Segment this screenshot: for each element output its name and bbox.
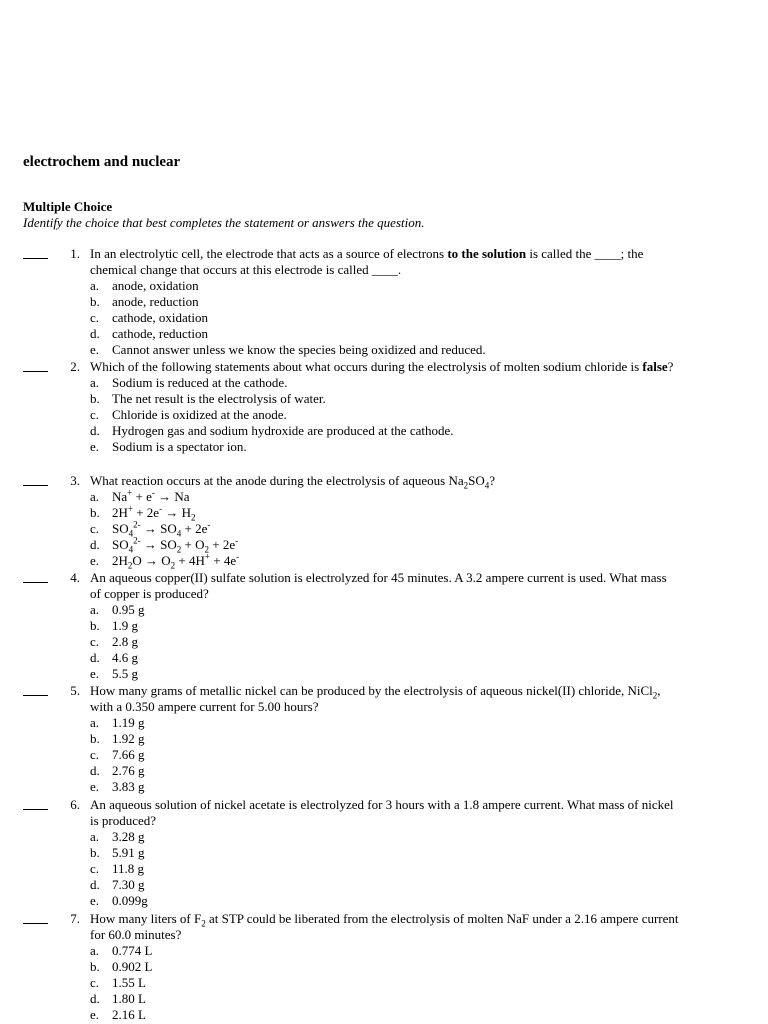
choice-label: e. <box>90 893 100 908</box>
choice-label: d. <box>90 537 100 552</box>
subscript: 4 <box>128 544 134 555</box>
question-number: 2. <box>70 359 80 374</box>
text-run: 2H <box>112 553 128 568</box>
question-stem <box>90 246 680 278</box>
choice-label: a. <box>90 489 100 504</box>
text-run: 2.16 L <box>112 1007 146 1022</box>
question-item <box>0 683 768 795</box>
answer-choice <box>90 634 768 650</box>
text-run: + 2e <box>132 505 160 520</box>
question-item <box>0 911 768 1023</box>
choice-text <box>112 602 145 617</box>
text-run: Cannot answer unless we know the species being oxidized and reduced. <box>112 342 486 357</box>
question-number: 6. <box>70 797 80 812</box>
subscript: 4 <box>176 528 182 539</box>
question-stem <box>90 473 680 489</box>
subscript: 2 <box>201 918 206 929</box>
answer-choice <box>90 1007 768 1023</box>
choice-label: b. <box>90 959 100 974</box>
text-run: 7.66 g <box>112 747 145 762</box>
text-run: → Na <box>154 489 190 504</box>
text-run: Sodium is a spectator ion. <box>112 439 247 454</box>
choice-text <box>112 310 208 325</box>
text-run: + 2e <box>208 537 236 552</box>
subscript: 2 <box>463 480 469 491</box>
choice-text <box>112 715 145 730</box>
text-run: 4.6 g <box>112 650 138 665</box>
superscript: - <box>151 487 155 498</box>
answer-choice <box>90 618 768 634</box>
choice-label: c. <box>90 310 100 325</box>
answer-choice <box>90 861 768 877</box>
text-run: O → O <box>132 553 171 568</box>
choice-label: b. <box>90 505 100 520</box>
text-run: + 2e <box>181 521 208 536</box>
answer-choice <box>90 893 768 909</box>
question-item <box>0 246 768 358</box>
choice-label: a. <box>90 278 100 293</box>
text-run: 0.774 L <box>112 943 153 958</box>
choice-text <box>112 519 211 539</box>
text-run: SO <box>112 537 129 552</box>
choice-label: e. <box>90 666 100 681</box>
text-run: 7.30 g <box>112 877 145 892</box>
answer-choice <box>90 439 768 455</box>
choice-label: e. <box>90 1007 100 1022</box>
text-run: → H <box>162 505 191 520</box>
text-run: 2.8 g <box>112 634 138 649</box>
question-stem <box>90 911 680 943</box>
question-number: 5. <box>70 683 80 698</box>
text-run: 5.5 g <box>112 666 138 681</box>
text-run: → SO <box>140 521 177 536</box>
text-run: at STP could be liberated from the electrolysis of molten NaF under a 2.16 ampere current for 60.0 minutes? <box>90 911 679 942</box>
text-run: 5.91 g <box>112 845 145 860</box>
choice-label: b. <box>90 731 100 746</box>
choice-text <box>112 489 190 504</box>
text-run: An aqueous solution of nickel acetate is electrolyzed for 3 hours with a 1.8 ampere current. What mass of nickel is produced? <box>90 797 674 828</box>
answer-choice <box>90 747 768 763</box>
choice-text <box>112 861 144 876</box>
answer-choice <box>90 423 768 439</box>
choice-label: b. <box>90 391 100 406</box>
answer-choice <box>90 537 768 553</box>
choice-text <box>112 294 199 309</box>
text-run: , with a 0.350 ampere current for 5.00 hours? <box>90 683 661 714</box>
choice-text <box>112 845 145 860</box>
answer-choice <box>90 602 768 618</box>
choice-text <box>112 407 287 422</box>
choice-label: e. <box>90 553 100 568</box>
question-stem <box>90 570 680 602</box>
choice-label: c. <box>90 861 100 876</box>
choice-text <box>112 747 145 762</box>
answer-choice <box>90 731 768 747</box>
answer-blank[interactable] <box>23 695 48 696</box>
answer-choice <box>90 991 768 1007</box>
choice-text <box>112 829 145 844</box>
choice-label: d. <box>90 877 100 892</box>
superscript: - <box>207 519 211 530</box>
superscript: + <box>127 503 133 514</box>
answer-choice <box>90 310 768 326</box>
choice-label: a. <box>90 715 100 730</box>
choice-label: c. <box>90 975 100 990</box>
choice-label: e. <box>90 342 100 357</box>
answer-choice <box>90 763 768 779</box>
answer-choice <box>90 294 768 310</box>
choice-text <box>112 326 208 341</box>
question-number: 3. <box>70 473 80 488</box>
text-run: 0.95 g <box>112 602 145 617</box>
superscript: - <box>235 535 239 546</box>
superscript: - <box>236 551 240 562</box>
choice-label: a. <box>90 943 100 958</box>
text-run: 1.19 g <box>112 715 145 730</box>
choice-label: d. <box>90 650 100 665</box>
choice-label: c. <box>90 521 100 536</box>
text-run: cathode, oxidation <box>112 310 209 325</box>
text-run: In an electrolytic cell, the electrode that acts as a source of electrons <box>90 246 448 261</box>
answer-choice <box>90 666 768 682</box>
text-run: 0.099g <box>112 893 148 908</box>
answer-choice <box>90 375 768 391</box>
answer-choice <box>90 505 768 521</box>
choice-text <box>112 943 152 958</box>
superscript: + <box>204 551 210 562</box>
text-run: Na <box>112 489 128 504</box>
text-run: 3.28 g <box>112 829 145 844</box>
text-run: What reaction occurs at the anode during the electrolysis of aqueous Na <box>90 473 464 488</box>
text-run: An aqueous copper(II) sulfate solution is electrolyzed for 45 minutes. A 3.2 ampere current is used. What mass of copper is produced? <box>90 570 667 601</box>
superscript: - <box>159 503 163 514</box>
choice-text <box>112 634 138 649</box>
choice-text <box>112 877 145 892</box>
text-run: How many grams of metallic nickel can be produced by the electrolysis of aqueous nickel(II) chloride, NiCl <box>90 683 653 698</box>
answer-choice <box>90 829 768 845</box>
text-run: 1.55 L <box>112 975 146 990</box>
text-run: The net result is the electrolysis of water. <box>112 391 326 406</box>
choice-text <box>112 1007 146 1022</box>
subscript: 2 <box>176 544 182 555</box>
answer-choice <box>90 943 768 959</box>
answer-blank[interactable] <box>23 371 48 372</box>
question-item <box>0 359 768 455</box>
text-run: ? <box>489 473 496 488</box>
answer-choice <box>90 715 768 731</box>
choice-text <box>112 535 239 555</box>
choice-label: e. <box>90 439 100 454</box>
choice-label: b. <box>90 845 100 860</box>
text-run: How many liters of F <box>90 911 202 926</box>
choice-label: d. <box>90 326 100 341</box>
text-run: + O <box>181 537 205 552</box>
answer-choice <box>90 553 768 569</box>
question-number: 7. <box>70 911 80 926</box>
text-run: + 4H <box>175 553 205 568</box>
answer-choice <box>90 959 768 975</box>
text-run: SO <box>468 473 485 488</box>
choice-label: a. <box>90 829 100 844</box>
question-item <box>0 797 768 909</box>
text-run: 1.9 g <box>112 618 138 633</box>
emphasis-text: false <box>642 359 668 374</box>
answer-choice <box>90 521 768 537</box>
text-run: + 4e <box>209 553 237 568</box>
choice-text <box>112 375 287 390</box>
choice-text <box>112 342 486 357</box>
choice-text <box>112 991 146 1006</box>
subscript: 4 <box>128 528 134 539</box>
text-run: + e <box>132 489 152 504</box>
document-title: electrochem and nuclear <box>23 154 181 170</box>
answer-blank[interactable] <box>23 582 48 583</box>
choice-text <box>112 439 247 454</box>
text-run: is called the ____; the chemical change that occurs at this electrode is called ____. <box>90 246 644 277</box>
question-stem <box>90 359 680 375</box>
choice-text <box>112 503 196 523</box>
answer-choice <box>90 877 768 893</box>
choice-text <box>112 893 148 908</box>
question-item <box>0 473 768 569</box>
choice-text <box>112 278 199 293</box>
answer-choice <box>90 975 768 991</box>
text-run: Chloride is oxidized at the anode. <box>112 407 287 422</box>
choice-text <box>112 391 326 406</box>
question-item <box>0 570 768 682</box>
superscript: + <box>127 487 133 498</box>
choice-text <box>112 618 138 633</box>
answer-choice <box>90 342 768 358</box>
choice-label: b. <box>90 618 100 633</box>
answer-choice <box>90 779 768 795</box>
superscript: 2- <box>133 535 141 546</box>
text-run: cathode, reduction <box>112 326 209 341</box>
choice-label: e. <box>90 779 100 794</box>
choice-label: d. <box>90 423 100 438</box>
answer-choice <box>90 391 768 407</box>
text-run: 0.902 L <box>112 959 153 974</box>
text-run: anode, reduction <box>112 294 199 309</box>
choice-label: c. <box>90 747 100 762</box>
choice-text <box>112 731 145 746</box>
subscript: 2 <box>190 512 196 523</box>
text-run: 3.83 g <box>112 779 145 794</box>
answer-choice <box>90 407 768 423</box>
subscript: 2 <box>204 544 209 555</box>
text-run: anode, oxidation <box>112 278 199 293</box>
choice-text <box>112 666 138 681</box>
text-run: 11.8 g <box>112 861 145 876</box>
text-run: 2.76 g <box>112 763 145 778</box>
answer-blank[interactable] <box>23 258 48 259</box>
choice-label: a. <box>90 375 100 390</box>
choice-text <box>112 423 454 438</box>
subscript: 2 <box>652 690 658 701</box>
choice-label: a. <box>90 602 100 617</box>
choice-text <box>112 650 138 665</box>
text-run: → SO <box>140 537 177 552</box>
text-run: Sodium is reduced at the cathode. <box>112 375 288 390</box>
text-run: Which of the following statements about what occurs during the electrolysis of molten sodium chloride is <box>90 359 643 374</box>
text-run: Hydrogen gas and sodium hydroxide are produced at the cathode. <box>112 423 454 438</box>
subscript: 2 <box>170 560 176 571</box>
question-stem <box>90 797 680 829</box>
choice-text <box>112 779 145 794</box>
answer-blank[interactable] <box>23 923 48 924</box>
section-heading: Multiple Choice <box>23 199 113 214</box>
subscript: 4 <box>484 480 490 491</box>
superscript: 2- <box>133 519 141 530</box>
subscript: 2 <box>127 560 133 571</box>
choice-text <box>112 959 152 974</box>
choice-text <box>112 551 240 571</box>
answer-choice <box>90 489 768 505</box>
answer-choice <box>90 326 768 342</box>
answer-choice <box>90 845 768 861</box>
question-number: 1. <box>70 246 80 261</box>
section-instructions: Identify the choice that best completes the statement or answers the question. <box>23 215 425 230</box>
question-stem <box>90 683 680 715</box>
text-run: 2H <box>112 505 128 520</box>
choice-label: b. <box>90 294 100 309</box>
emphasis-text: to the solution <box>447 246 527 261</box>
choice-text <box>112 763 145 778</box>
text-run: ? <box>667 359 674 374</box>
choice-label: d. <box>90 991 100 1006</box>
choice-label: c. <box>90 634 100 649</box>
answer-choice <box>90 278 768 294</box>
text-run: 1.92 g <box>112 731 145 746</box>
text-run: 1.80 L <box>112 991 146 1006</box>
answer-blank[interactable] <box>23 485 48 486</box>
choice-label: d. <box>90 763 100 778</box>
choice-label: c. <box>90 407 100 422</box>
question-number: 4. <box>70 570 80 585</box>
choice-text <box>112 975 146 990</box>
answer-choice <box>90 650 768 666</box>
text-run: SO <box>112 521 129 536</box>
answer-blank[interactable] <box>23 809 48 810</box>
